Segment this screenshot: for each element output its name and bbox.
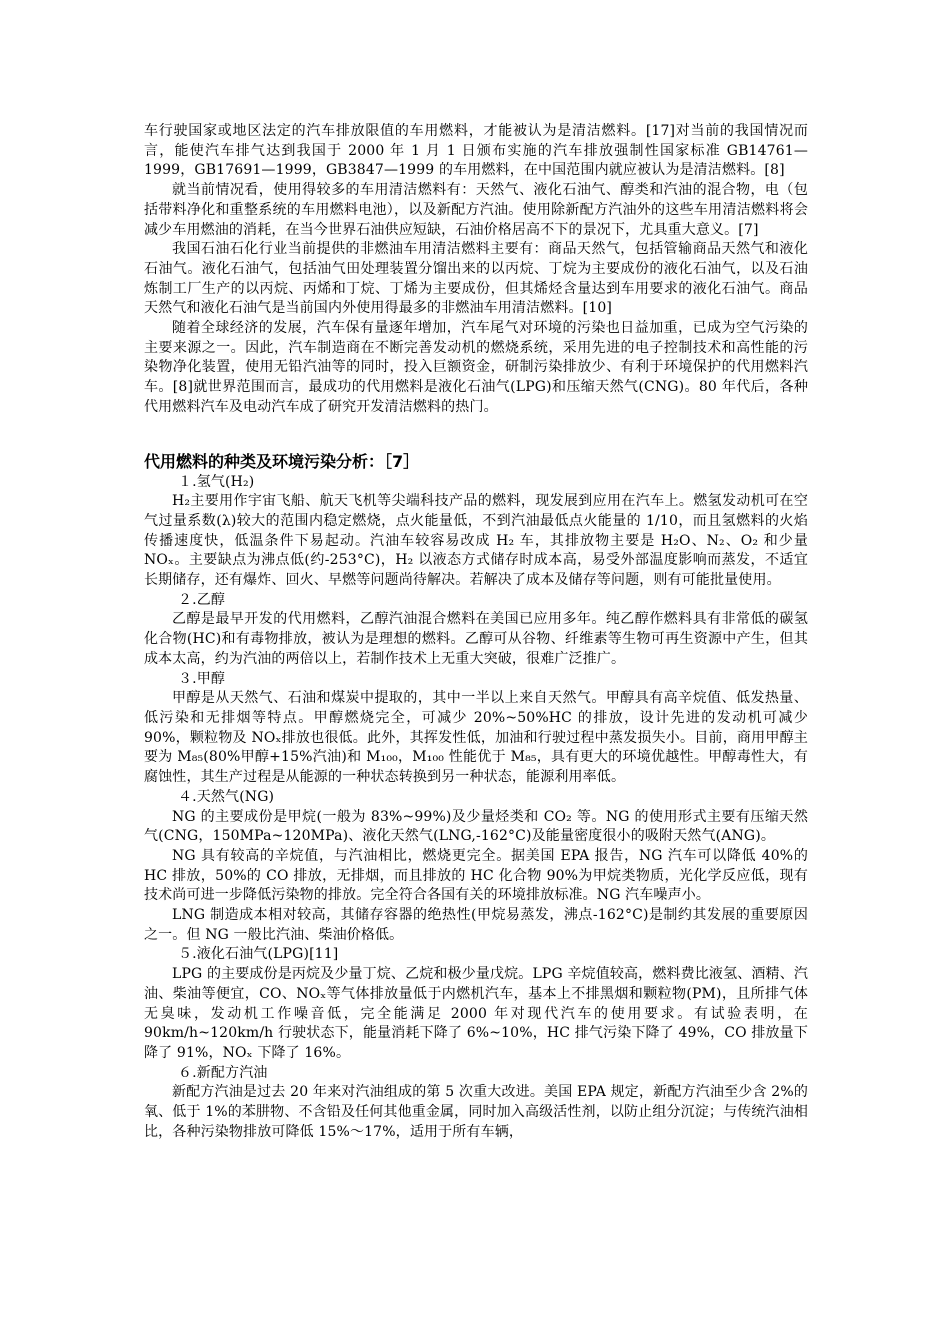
section-gap bbox=[144, 418, 808, 451]
intro-paragraph-1: 车行驶国家或地区法定的汽车排放限值的车用燃料，才能被认为是清洁燃料。[17]对当前的我国情况而言，能使汽车排气达到我国于 2000 年 1 月 1 日颁布实施的汽车排放强制性国家标准 GB14761—1999，GB17691—1999，GB3847—1999 的车用燃料，在中国范围内就应被认为是清洁燃料。[8] bbox=[144, 123, 808, 179]
natural-gas-paragraph-3: LNG 制造成本相对较高，其储存容器的绝热性(甲烷易蒸发，沸点-162°C)是制约其发展的重要原因之一。但 NG 一般比汽油、柴油价格低。 bbox=[144, 907, 808, 943]
natural-gas-paragraph-1: NG 的主要成份是甲烷(一般为 83%~99%)及少量烃类和 CO₂ 等。NG 的使用形式主要有压缩天然气(CNG，150MPa~120MPa)、液化天然气(LNG,-162°C)及能量密度很小的吸附天然气(ANG)。 bbox=[144, 808, 808, 845]
section-heading: 代用燃料的种类及环境污染分析：［7］ bbox=[144, 451, 420, 471]
subsection-title-reformulated-gasoline: ６.新配方汽油 bbox=[178, 1064, 268, 1081]
subsection-title-ethanol: ２.乙醇 bbox=[178, 591, 226, 608]
methanol-paragraph: 甲醇是从天然气、石油和煤炭中提取的，其中一半以上来自天然气。甲醇具有高辛烷值、低发热量、低污染和无排烟等特点。甲醇燃烧完全，可减少 20%~50%HC 的排放，设计先进的发动机可减少 90%，颗粒物及 NOₓ排放也很低。此外，其挥发性低，加油和行驶过程中蒸发损失小。目前，商用甲醇主要为 M₈₅(80%甲醇+15%汽油)和 M₁₀₀，M₁₀₀ 性能优于 M₈₅，具有更大的环境优越性。甲醇毒性大，有腐蚀性，其生产过程是从能源的一种状态转换到另一种状态，能源利用率低。 bbox=[144, 690, 808, 786]
subsection-title-natural-gas: ４.天然气(NG) bbox=[178, 788, 275, 805]
natural-gas-paragraph-2: NG 具有较高的辛烷值，与汽油相比，燃烧更完全。据美国 EPA 报告，NG 汽车可以降低 40%的 HC 排放，50%的 CO 排放，无排烟，而且排放的 HC 化合物 90%为甲烷类物质，光化学反应低，现有技术尚可进一步降低污染物的排放。完全符合各国有关的环境排放标准。NG 汽车噪声小。 bbox=[144, 847, 808, 904]
hydrogen-paragraph: H₂主要用作宇宙飞船、航天飞机等尖端科技产品的燃料，现发展到应用在汽车上。燃氢发动机可在空气过量系数(λ)较大的范围内稳定燃烧，点火能量低，不到汽油最低点火能量的 1/10，而且氢燃料的火焰传播速度快，低温条件下易起动。汽油车较容易改成 H₂ 车，其排放物主要是 H₂O、N₂、O₂ 和少量 NOₓ。主要缺点为沸点低(约-253°C)，H₂ 以液态方式储存时成本高，易受外部温度影响而蒸发，不适宜长期储存，还有爆炸、回火、早燃等问题尚待解决。若解决了成本及储存等问题，则有可能批量使用。 bbox=[144, 493, 808, 589]
subsection-title-lpg: ５.液化石油气(LPG)[11] bbox=[178, 946, 339, 963]
intro-paragraph-4: 随着全球经济的发展，汽车保有量逐年增加，汽车尾气对环境的污染也日益加重，已成为空气污染的主要来源之一。因此，汽车制造商在不断完善发动机的燃烧系统，采用先进的电子控制技术和高性能的污染物净化装置，使用无铅汽油等的同时，投入巨额资金，研制污染排放少、有利于环境保护的代用燃料汽车。[8]就世界范围而言，最成功的代用燃料是液化石油气(LPG)和压缩天然气(CNG)。80 年代后，各种代用燃料汽车及电动汽车成了研究开发清洁燃料的热门。 bbox=[144, 320, 808, 415]
intro-paragraph-3: 我国石油石化行业当前提供的非燃油车用清洁燃料主要有：商品天然气，包括管输商品天然气和液化石油气。液化石油气，包括油气田处理装置分馏出来的以丙烷、丁烷为主要成份的液化石油气，以及石油炼制工厂生产的以丙烷、丙烯和丁烷、丁烯为主要成份，但其烯烃含量达到车用要求的液化石油气。商品天然气和液化石油气是当前国内外使用得最多的非燃油车用清洁燃料。[10] bbox=[144, 241, 808, 317]
ethanol-paragraph: 乙醇是最早开发的代用燃料，乙醇汽油混合燃料在美国已应用多年。纯乙醇作燃料具有非常低的碳氢化合物(HC)和有毒物排放，被认为是理想的燃料。乙醇可从谷物、纤维素等生物可再生资源中产生，但其成本太高，约为汽油的两倍以上，若制作技术上无重大突破，很难广泛推广。 bbox=[144, 611, 808, 667]
intro-paragraph-2: 就当前情况看，使用得较多的车用清洁燃料有：天然气、液化石油气、醇类和汽油的混合物，电（包括带料净化和重整系统的车用燃料电池），以及新配方汽油。使用除新配方汽油外的这些车用清洁燃料将会减少车用燃油的消耗，在当今世界石油供应短缺，石油价格居高不下的景况下，尤具重大意义。[7] bbox=[144, 182, 808, 238]
lpg-paragraph: LPG 的主要成份是丙烷及少量丁烷、乙烷和极少量戊烷。LPG 辛烷值较高，燃料费比液氢、酒精、汽油、柴油等便宜，CO、NOₓ等气体排放量低于内燃机汽车，基本上不排黑烟和颗粒物(PM)，且所排气体无臭味，发动机工作噪音低，完全能满足 2000 年对现代汽车的使用要求。有试验表明，在 90km/h~120km/h 行驶状态下，能量消耗下降了 6%~10%，HC 排气污染下降了 49%，CO 排放量下降了 91%，NOₓ 下降了 16%。 bbox=[144, 966, 808, 1061]
subsection-title-methanol: ３.甲醇 bbox=[178, 670, 226, 687]
document-body bbox=[144, 122, 808, 1142]
reformulated-gasoline-paragraph: 新配方汽油是过去 20 年来对汽油组成的第 5 次重大改进。美国 EPA 规定，新配方汽油至少含 2%的氧、低于 1%的苯肼物、不含铅及任何其他重金属，同时加入高级活性剂，以防止组分沉淀；与传统汽油相比，各种污染物排放可降低 15%～17%，适用于所有车辆， bbox=[144, 1084, 808, 1140]
subsection-title-hydrogen: １.氢气(H₂) bbox=[178, 473, 255, 490]
